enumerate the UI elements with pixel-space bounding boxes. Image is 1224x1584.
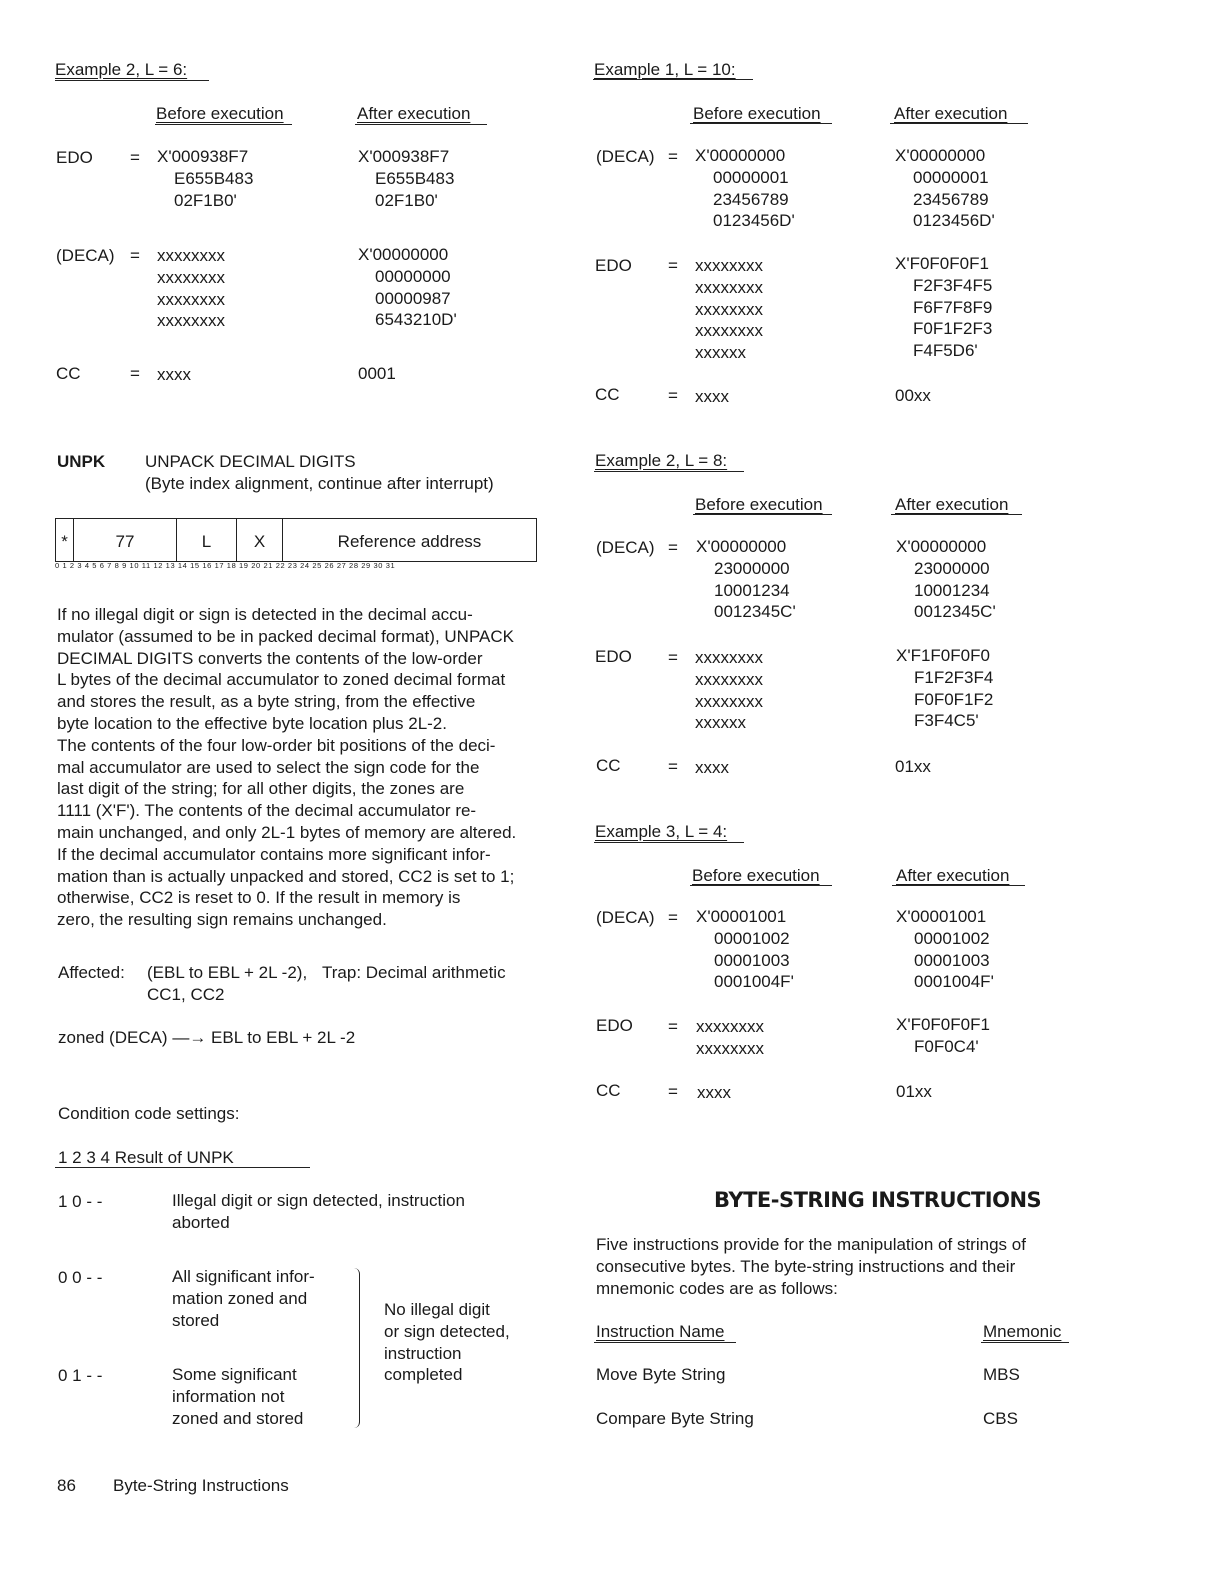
right-example1-title: Example 1, L = 10:	[594, 60, 736, 79]
value-line: F4F5D6'	[913, 341, 978, 361]
cc-row-text	[172, 1190, 465, 1234]
value-line: 00001003	[714, 950, 790, 970]
byte-string-intro	[596, 1234, 1026, 1299]
value-line: X'00000000	[895, 146, 986, 165]
value-line: 10001234	[714, 580, 790, 600]
format-opcode: 77	[74, 519, 177, 561]
right-example2-title: Example 2, L = 8:	[595, 451, 728, 470]
right-ex1-row-eq: =	[668, 147, 678, 166]
left-ex2-row-label: EDO	[56, 148, 93, 167]
left-ex2-row-label: CC	[56, 364, 81, 383]
intro-line: Five instructions provide for the manipulation of strings of	[596, 1235, 1026, 1254]
value-line: 23000000	[914, 558, 990, 578]
mnemonic-header: Mnemonic	[983, 1322, 1062, 1341]
value-line: 23456789	[913, 189, 989, 209]
value-line: F0F0C4'	[914, 1036, 979, 1056]
right-ex3-row-label: CC	[596, 1081, 621, 1100]
value-line: 00000001	[913, 167, 989, 187]
trap-label: Trap: Decimal arithmetic	[322, 963, 506, 982]
intro-line: consecutive bytes. The byte-string instructions and their	[596, 1256, 1016, 1276]
value-line: xxxxxxxx	[695, 277, 763, 297]
cc-text-line: Illegal digit or sign detected, instruction	[172, 1191, 465, 1210]
right-ex2-edo-after	[896, 645, 993, 732]
value-line: xxxxxxxx	[695, 669, 763, 689]
para-line: DECIMAL DIGITS converts the contents of the low-order	[57, 648, 483, 668]
format-x-field: X	[237, 519, 283, 561]
value-line: xxxxxxxx	[157, 246, 225, 265]
instruction-name: Move Byte String	[596, 1365, 726, 1384]
right-example3-before-header: Before execution	[692, 866, 820, 885]
affected-cc: CC1, CC2	[147, 985, 225, 1004]
para-line: byte location to the effective byte location plus 2L-2.	[57, 713, 447, 733]
value-line: X'000938F7	[157, 147, 249, 166]
right-ex3-row-eq: =	[668, 1082, 678, 1101]
value-line: xxxxxxxx	[695, 648, 763, 667]
cc-text-line: aborted	[172, 1212, 230, 1232]
cc-brace	[350, 1268, 360, 1428]
right-example3-after-header: After execution	[896, 866, 1010, 885]
value-line: 00001002	[714, 928, 790, 948]
page-section: Byte-String Instructions	[113, 1476, 289, 1495]
right-example2-after-header: After execution	[895, 495, 1009, 514]
value-line: xxxxxxxx	[695, 691, 763, 711]
instruction-mnemonic: MBS	[983, 1365, 1020, 1384]
format-reference: Reference address	[337, 532, 482, 551]
value-line: xxxxxxxx	[696, 1038, 764, 1058]
section-heading: BYTE-STRING INSTRUCTIONS	[714, 1188, 1042, 1212]
value-line: 6543210D'	[375, 310, 457, 330]
cc-row-bits: 0 0 - -	[58, 1268, 103, 1287]
left-ex2-cc-after: 0001	[358, 364, 396, 383]
left-ex2-edo-before	[157, 146, 253, 211]
cc-text-line: mation zoned and	[172, 1288, 308, 1308]
right-ex1-deca-after	[895, 145, 995, 232]
value-line: F2F3F4F5	[913, 275, 993, 295]
right-ex3-row-label: (DECA)	[596, 908, 655, 927]
right-ex2-deca-before	[696, 536, 796, 623]
left-ex2-cc-before: xxxx	[157, 365, 191, 384]
right-ex1-edo-after	[895, 253, 992, 362]
value-line: 0123456D'	[913, 211, 995, 231]
value-line: 00001003	[914, 950, 990, 970]
value-line: 23456789	[713, 189, 789, 209]
right-ex2-row-label: CC	[596, 756, 621, 775]
value-line: X'00000000	[695, 146, 786, 165]
value-line: E655B483	[375, 168, 455, 188]
value-line: X'00001001	[696, 907, 787, 926]
para-line: and stores the result, as a byte string, from the effective	[57, 692, 476, 712]
right-ex2-deca-after	[896, 536, 996, 623]
value-line: 0012345C'	[914, 602, 996, 622]
format-bit-positions: 0 1 2 3 4 5 6 7 8 9 10 11 12 13 14 15 16 17 18 19 20 21 22 23 24 25 26 27 28 29 30 31	[55, 561, 396, 570]
value-line: xxxxxxxx	[157, 267, 225, 287]
right-ex2-row-label: EDO	[595, 647, 632, 666]
value-line: xxxxxx	[695, 713, 746, 733]
right-ex1-row-eq: =	[668, 386, 678, 405]
cc-row-bits: 0 1 - -	[58, 1366, 103, 1385]
instruction-format-box	[55, 518, 537, 562]
para-line: mulator (assumed to be in packed decimal format), UNPACK	[57, 626, 514, 646]
zoned-formula: zoned (DECA) —→ EBL to EBL + 2L -2	[58, 1028, 356, 1047]
para-line: zero, the resulting sign remains unchanged.	[57, 910, 387, 930]
para-line: last digit of the string; for all other digits, the zones are	[57, 779, 465, 799]
para-line: otherwise, CC2 is reset to 0. If the result in memory is	[57, 888, 461, 908]
right-ex1-deca-before	[695, 145, 795, 232]
value-line: 0012345C'	[714, 602, 796, 622]
right-ex3-deca-before	[696, 906, 794, 993]
value-line: F0F0F1F2	[914, 689, 994, 709]
right-example3-title: Example 3, L = 4:	[595, 822, 728, 841]
cc-text-line: information not	[172, 1386, 285, 1406]
right-ex3-row-eq: =	[668, 908, 678, 927]
para-line: main unchanged, and only 2L-1 bytes of memory are altered.	[57, 822, 517, 842]
para-line: mal accumulator are used to select the sign code for the	[57, 757, 480, 777]
left-example2-before-header: Before execution	[156, 104, 284, 123]
format-r-field: L	[177, 519, 237, 561]
cc-text-line: zoned and stored	[172, 1408, 304, 1428]
value-line: F3F4C5'	[914, 711, 979, 731]
value-line: 02F1B0'	[174, 190, 237, 210]
left-example2-title: Example 2, L = 6:	[55, 60, 188, 79]
right-ex2-edo-before	[695, 647, 763, 734]
unpk-subtitle: (Byte index alignment, continue after interrupt)	[145, 474, 494, 493]
right-example1-before-header: Before execution	[693, 104, 821, 123]
right-ex1-cc-after: 00xx	[895, 386, 931, 405]
value-line: xxxxxxxx	[157, 311, 225, 331]
value-line: 10001234	[914, 580, 990, 600]
left-ex2-deca-before	[157, 245, 225, 332]
right-ex1-row-label: (DECA)	[596, 147, 655, 166]
cc-row-text	[172, 1266, 315, 1331]
right-ex3-cc-after: 01xx	[896, 1082, 932, 1101]
right-ex3-row-eq: =	[668, 1017, 678, 1036]
right-ex2-row-eq: =	[668, 757, 678, 776]
value-line: X'F1F0F0F0	[896, 646, 990, 665]
para-line: mation than is actually unpacked and stored, CC2 is set to 1;	[57, 866, 515, 886]
left-example2-after-header: After execution	[357, 104, 471, 123]
format-indirect: *	[56, 519, 74, 561]
unpk-name: UNPACK DECIMAL DIGITS	[145, 452, 356, 471]
value-line: X'00000000	[896, 537, 987, 556]
affected-label: Affected:	[58, 963, 125, 982]
value-line: 00001002	[914, 928, 990, 948]
right-ex1-row-label: CC	[595, 385, 620, 404]
value-line: X'00000000	[696, 537, 787, 556]
value-line: 00000001	[713, 167, 789, 187]
page-number: 86	[57, 1476, 76, 1495]
value-line: 0123456D'	[713, 211, 795, 231]
value-line: xxxxxx	[695, 343, 746, 363]
right-ex3-edo-after	[896, 1014, 990, 1058]
cc-text-line: stored	[172, 1310, 220, 1330]
right-ex2-cc-before: xxxx	[695, 758, 729, 777]
left-ex2-row-eq: =	[130, 246, 140, 265]
value-line: X'00000000	[358, 245, 449, 264]
right-ex1-edo-before	[695, 255, 763, 364]
para-line: L bytes of the decimal accumulator to zoned decimal format	[57, 670, 506, 690]
right-ex3-row-label: EDO	[596, 1016, 633, 1035]
para-line: If the decimal accumulator contains more significant infor-	[57, 844, 491, 864]
left-ex2-deca-after	[358, 244, 457, 331]
cc-row-text	[172, 1364, 303, 1429]
intro-line: mnemonic codes are as follows:	[596, 1278, 838, 1298]
right-ex1-row-label: EDO	[595, 256, 632, 275]
brace-text-line: or sign detected,	[384, 1321, 510, 1341]
value-line: X'00001001	[896, 907, 987, 926]
cc-text-line: All significant infor-	[172, 1267, 315, 1286]
value-line: xxxxxxxx	[695, 321, 763, 341]
cc-brace-text	[384, 1299, 510, 1386]
unpk-description	[57, 604, 545, 931]
instruction-name: Compare Byte String	[596, 1409, 754, 1428]
left-ex2-row-label: (DECA)	[56, 246, 115, 265]
para-line: If no illegal digit or sign is detected in the decimal accu-	[57, 605, 473, 624]
right-ex3-deca-after	[896, 906, 994, 993]
right-example2-before-header: Before execution	[695, 495, 823, 514]
cc-row-bits: 1 0 - -	[58, 1192, 103, 1211]
value-line: X'000938F7	[358, 147, 450, 166]
value-line: 00000000	[375, 266, 451, 286]
right-ex3-edo-before	[696, 1016, 764, 1060]
left-ex2-edo-after	[358, 146, 454, 211]
value-line: F1F2F3F4	[914, 667, 994, 687]
value-line: X'F0F0F0F1	[896, 1015, 990, 1034]
right-ex1-cc-before: xxxx	[695, 387, 729, 406]
cc-text-line: Some significant	[172, 1365, 297, 1384]
instruction-name-header: Instruction Name	[596, 1322, 725, 1341]
value-line: xxxxxxxx	[695, 256, 763, 275]
right-ex2-row-eq: =	[668, 648, 678, 667]
cc-table-header: 1 2 3 4 Result of UNPK	[58, 1148, 234, 1167]
value-line: 0001004F'	[714, 972, 794, 992]
left-ex2-row-eq: =	[130, 364, 140, 383]
right-example1-after-header: After execution	[894, 104, 1008, 123]
para-line: The contents of the four low-order bit positions of the deci-	[57, 735, 496, 755]
right-ex2-cc-after: 01xx	[895, 757, 931, 776]
affected-range: (EBL to EBL + 2L -2),	[147, 963, 308, 982]
brace-text-line: No illegal digit	[384, 1300, 490, 1319]
value-line: F6F7F8F9	[913, 297, 993, 317]
value-line: E655B483	[174, 168, 254, 188]
unpk-mnemonic: UNPK	[57, 452, 106, 471]
para-line: 1111 (X'F'). The contents of the decimal accumulator re-	[57, 801, 477, 821]
cc-settings-title: Condition code settings:	[58, 1104, 240, 1123]
value-line: 23000000	[714, 558, 790, 578]
value-line: xxxxxxxx	[695, 299, 763, 319]
right-ex2-row-label: (DECA)	[596, 538, 655, 557]
value-line: 0001004F'	[914, 972, 994, 992]
right-ex2-row-eq: =	[668, 538, 678, 557]
instruction-mnemonic: CBS	[983, 1409, 1018, 1428]
value-line: xxxxxxxx	[696, 1017, 764, 1036]
right-ex3-cc-before: xxxx	[697, 1083, 731, 1102]
value-line: F0F1F2F3	[913, 319, 993, 339]
value-line: 02F1B0'	[375, 190, 438, 210]
right-ex1-row-eq: =	[668, 256, 678, 275]
value-line: X'F0F0F0F1	[895, 254, 989, 273]
brace-text-line: instruction	[384, 1343, 462, 1363]
left-ex2-row-eq: =	[130, 148, 140, 167]
value-line: xxxxxxxx	[157, 289, 225, 309]
brace-text-line: completed	[384, 1365, 463, 1385]
value-line: 00000987	[375, 288, 451, 308]
